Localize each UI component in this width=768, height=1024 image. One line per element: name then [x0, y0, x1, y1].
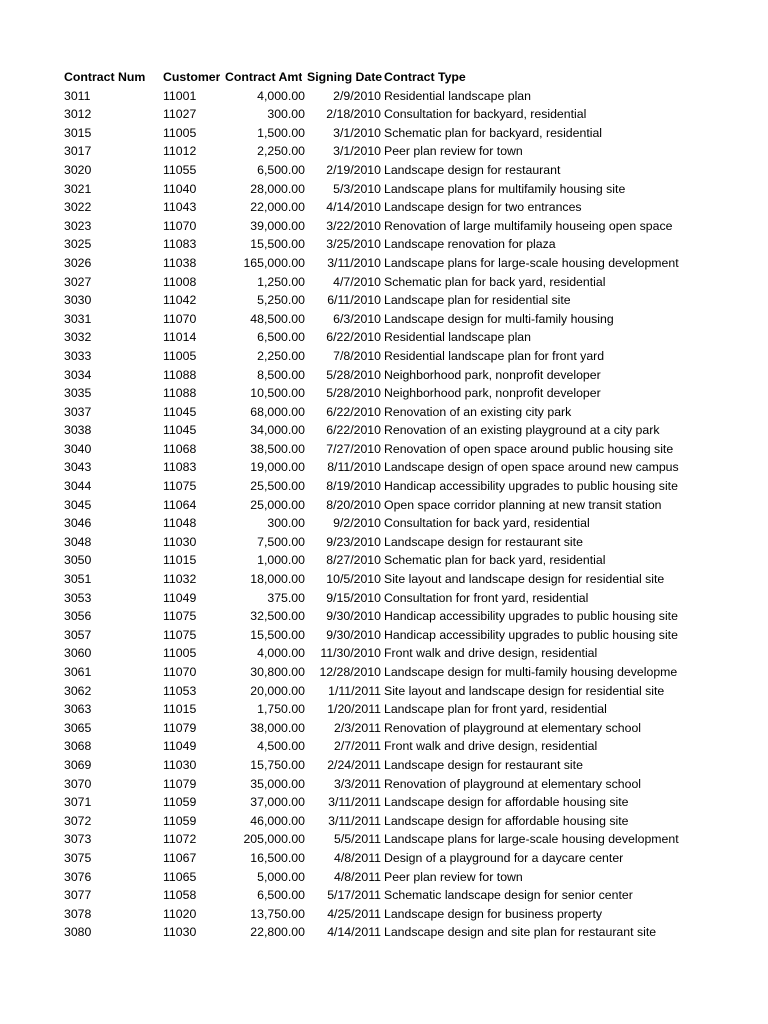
table-row [0, 421, 768, 440]
contract-amt-cell: 1,750.00 [257, 702, 305, 717]
customer-cell: 11049 [163, 739, 197, 754]
customer-cell: 11012 [163, 144, 197, 159]
signing-date-cell: 9/30/2010 [326, 627, 381, 642]
contract-num-cell: 3011 [64, 88, 91, 103]
signing-date-cell: 2/3/2011 [334, 720, 381, 735]
table-row [0, 589, 768, 608]
signing-date-cell: 3/25/2010 [326, 237, 381, 252]
table-row [0, 198, 768, 217]
signing-date-cell: 4/14/2011 [327, 925, 381, 940]
contract-num-cell: 3017 [64, 144, 92, 159]
table-row [0, 384, 768, 403]
customer-cell: 11059 [163, 813, 197, 828]
contract-amt-cell: 20,000.00 [250, 683, 305, 698]
contract-num-cell: 3065 [64, 720, 92, 735]
contract-num-cell: 3033 [64, 348, 92, 363]
signing-date-cell: 5/28/2010 [326, 367, 381, 382]
customer-cell: 11059 [163, 795, 197, 810]
contract-amt-cell: 38,500.00 [250, 441, 305, 456]
contract-amt-cell: 6,500.00 [257, 888, 305, 903]
customer-cell: 11015 [163, 702, 197, 717]
contract-num-cell: 3073 [64, 832, 92, 847]
header-contract-num: Contract Num [64, 70, 146, 84]
signing-date-cell: 3/1/2010 [333, 144, 381, 159]
table-row [0, 328, 768, 347]
contract-type-cell: Landscape design for multi-family housing [384, 311, 614, 326]
contract-type-cell: Landscape plans for multifamily housing site [384, 181, 626, 196]
contract-type-cell: Landscape plans for large-scale housing development [384, 832, 679, 847]
table-row [0, 124, 768, 143]
signing-date-cell: 8/27/2010 [326, 553, 381, 568]
contract-type-cell: Renovation of playground at elementary school [384, 720, 642, 735]
signing-date-cell: 8/19/2010 [326, 479, 381, 494]
contract-num-cell: 3071 [64, 795, 92, 810]
contract-num-cell: 3050 [64, 553, 92, 568]
contract-amt-cell: 15,500.00 [250, 237, 305, 252]
contract-amt-cell: 300.00 [267, 516, 305, 531]
table-row [0, 756, 768, 775]
table-row [0, 291, 768, 310]
signing-date-cell: 7/8/2010 [333, 348, 381, 363]
contract-amt-cell: 300.00 [267, 107, 305, 122]
contract-type-cell: Design of a playground for a daycare center [384, 850, 624, 865]
customer-cell: 11008 [163, 274, 197, 289]
table-row [0, 254, 768, 273]
signing-date-cell: 6/3/2010 [333, 311, 381, 326]
contract-amt-cell: 1,500.00 [257, 125, 305, 140]
contract-type-cell: Handicap accessibility upgrades to public housing site [384, 609, 678, 624]
table-row [0, 663, 768, 682]
contract-num-cell: 3015 [64, 125, 92, 140]
customer-cell: 11083 [163, 460, 197, 475]
customer-cell: 11005 [163, 348, 197, 363]
contract-type-cell: Residential landscape plan for front yard [384, 348, 605, 363]
contract-amt-cell: 375.00 [267, 590, 305, 605]
customer-cell: 11038 [163, 255, 197, 270]
customer-cell: 11040 [163, 181, 197, 196]
table-row [0, 551, 768, 570]
signing-date-cell: 5/17/2011 [327, 888, 381, 903]
customer-cell: 11055 [163, 162, 197, 177]
customer-cell: 11045 [163, 423, 197, 438]
contract-num-cell: 3056 [64, 609, 92, 624]
contract-num-cell: 3061 [64, 665, 92, 679]
contract-amt-cell: 46,000.00 [250, 813, 305, 828]
customer-cell: 11005 [163, 125, 197, 140]
table-row [0, 458, 768, 477]
customer-cell: 11030 [163, 925, 197, 940]
signing-date-cell: 6/11/2010 [327, 293, 381, 308]
customer-cell: 11083 [163, 237, 197, 252]
customer-cell: 11048 [163, 516, 197, 531]
signing-date-cell: 1/20/2011 [327, 702, 381, 717]
signing-date-cell: 3/1/2010 [333, 125, 381, 140]
contract-amt-cell: 5,250.00 [257, 293, 305, 308]
contract-num-cell: 3048 [64, 534, 92, 549]
contract-type-cell: Open space corridor planning at new transit station [384, 497, 662, 512]
contract-amt-cell: 32,500.00 [250, 609, 305, 624]
signing-date-cell: 4/7/2010 [333, 274, 381, 289]
contract-type-cell: Schematic plan for back yard, residential [384, 274, 606, 289]
customer-cell: 11070 [163, 311, 197, 326]
signing-date-cell: 9/30/2010 [326, 609, 381, 624]
customer-cell: 11014 [163, 330, 197, 345]
contract-amt-cell: 18,000.00 [250, 572, 305, 587]
contract-type-cell: Landscape plan for front yard, residential [384, 702, 607, 717]
table-row [0, 217, 768, 236]
table-row [0, 514, 768, 533]
contract-amt-cell: 165,000.00 [243, 255, 305, 270]
table-row [0, 868, 768, 887]
table-row [0, 849, 768, 868]
signing-date-cell: 12/28/2010 [319, 665, 381, 679]
table-row [0, 310, 768, 329]
contract-num-cell: 3035 [64, 386, 92, 401]
contract-amt-cell: 4,000.00 [257, 88, 305, 103]
customer-cell: 11053 [163, 683, 197, 698]
contracts-table [0, 68, 768, 942]
contract-num-cell: 3069 [64, 757, 92, 772]
contract-amt-cell: 205,000.00 [243, 832, 305, 847]
table-row [0, 737, 768, 756]
signing-date-cell: 2/19/2010 [326, 162, 381, 177]
table-row [0, 533, 768, 552]
customer-cell: 11001 [163, 88, 197, 103]
contract-num-cell: 3072 [64, 813, 92, 828]
signing-date-cell: 6/22/2010 [326, 423, 381, 438]
contract-num-cell: 3060 [64, 646, 92, 661]
table-row [0, 440, 768, 459]
customer-cell: 11065 [163, 869, 197, 884]
contract-type-cell: Residential landscape plan [384, 330, 531, 345]
contract-type-cell: Consultation for back yard, residential [384, 516, 590, 531]
contract-num-cell: 3043 [64, 460, 92, 475]
customer-cell: 11049 [163, 590, 197, 605]
table-row [0, 273, 768, 292]
contract-amt-cell: 15,500.00 [250, 627, 305, 642]
contract-num-cell: 3030 [64, 293, 92, 308]
table-row [0, 719, 768, 738]
contract-type-cell: Renovation of an existing city park [384, 404, 572, 419]
signing-date-cell: 2/7/2011 [334, 739, 381, 754]
signing-date-cell: 10/5/2010 [326, 572, 381, 587]
contract-amt-cell: 25,500.00 [250, 479, 305, 494]
header-contract-type: Contract Type [384, 70, 466, 84]
signing-date-cell: 1/11/2011 [328, 683, 381, 698]
contract-type-cell: Renovation of playground at elementary school [384, 776, 642, 791]
contract-amt-cell: 13,750.00 [250, 906, 305, 921]
table-row [0, 570, 768, 589]
contract-type-cell: Peer plan review for town [384, 869, 523, 884]
contract-type-cell: Landscape design for restaurant site [384, 534, 583, 549]
customer-cell: 11070 [163, 218, 197, 233]
table-row [0, 347, 768, 366]
customer-cell: 11030 [163, 534, 197, 549]
contract-num-cell: 3037 [64, 404, 92, 419]
table-body [0, 87, 768, 942]
table-row [0, 830, 768, 849]
table-row [0, 923, 768, 942]
table-row [0, 793, 768, 812]
table-row [0, 403, 768, 422]
contract-num-cell: 3026 [64, 255, 92, 270]
table-row [0, 180, 768, 199]
contract-type-cell: Landscape design for multi-family housing developme [384, 665, 678, 679]
contract-type-cell: Renovation of an existing playground at a city park [384, 423, 660, 438]
contract-amt-cell: 68,000.00 [250, 404, 305, 419]
contract-amt-cell: 15,750.00 [250, 757, 305, 772]
customer-cell: 11072 [163, 832, 197, 847]
table-row [0, 682, 768, 701]
customer-cell: 11079 [163, 776, 197, 791]
contract-amt-cell: 2,250.00 [257, 348, 305, 363]
contract-amt-cell: 8,500.00 [257, 367, 305, 382]
table-header-row [0, 68, 768, 87]
contract-num-cell: 3045 [64, 497, 92, 512]
contract-type-cell: Peer plan review for town [384, 144, 523, 159]
table-row [0, 235, 768, 254]
contract-num-cell: 3023 [64, 218, 92, 233]
customer-cell: 11042 [163, 293, 197, 308]
table-row [0, 644, 768, 663]
table-row [0, 87, 768, 106]
contract-type-cell: Neighborhood park, nonprofit developer [384, 386, 601, 401]
customer-cell: 11075 [163, 479, 197, 494]
contract-type-cell: Landscape design for business property [384, 906, 603, 921]
contract-type-cell: Landscape renovation for plaza [384, 237, 556, 252]
signing-date-cell: 4/14/2010 [326, 200, 381, 215]
contract-num-cell: 3031 [64, 311, 92, 326]
contract-num-cell: 3075 [64, 850, 92, 865]
customer-cell: 11045 [163, 404, 197, 419]
contract-type-cell: Handicap accessibility upgrades to public housing site [384, 627, 678, 642]
contract-num-cell: 3070 [64, 776, 92, 791]
header-customer: Customer [163, 70, 221, 84]
table-row [0, 477, 768, 496]
contract-amt-cell: 10,500.00 [250, 386, 305, 401]
signing-date-cell: 3/11/2010 [327, 255, 381, 270]
contract-amt-cell: 34,000.00 [250, 423, 305, 438]
contract-type-cell: Schematic plan for backyard, residential [384, 125, 603, 140]
contract-amt-cell: 30,800.00 [250, 665, 305, 679]
signing-date-cell: 9/23/2010 [326, 534, 381, 549]
contract-num-cell: 3063 [64, 702, 92, 717]
contract-num-cell: 3040 [64, 441, 92, 456]
signing-date-cell: 6/22/2010 [326, 330, 381, 345]
contract-num-cell: 3077 [64, 888, 92, 903]
contract-type-cell: Landscape design for restaurant [384, 162, 561, 177]
signing-date-cell: 5/3/2010 [333, 181, 381, 196]
customer-cell: 11032 [163, 572, 197, 587]
contract-amt-cell: 2,250.00 [257, 144, 305, 159]
contract-type-cell: Schematic landscape design for senior center [384, 888, 633, 903]
table-row [0, 626, 768, 645]
signing-date-cell: 9/2/2010 [333, 516, 381, 531]
customer-cell: 11027 [163, 107, 197, 122]
contract-amt-cell: 22,800.00 [250, 925, 305, 940]
signing-date-cell: 4/8/2011 [334, 869, 381, 884]
customer-cell: 11043 [163, 200, 197, 215]
contract-num-cell: 3051 [64, 572, 92, 587]
signing-date-cell: 3/3/2011 [334, 776, 381, 791]
contract-num-cell: 3034 [64, 367, 92, 382]
customer-cell: 11075 [163, 609, 197, 624]
contract-type-cell: Consultation for front yard, residential [384, 590, 589, 605]
contract-type-cell: Site layout and landscape design for residential site [384, 572, 665, 587]
signing-date-cell: 4/25/2011 [327, 906, 381, 921]
signing-date-cell: 11/30/2010 [320, 646, 381, 661]
signing-date-cell: 3/11/2011 [328, 795, 381, 810]
table-row [0, 775, 768, 794]
table-row [0, 366, 768, 385]
contract-amt-cell: 6,500.00 [257, 162, 305, 177]
contract-num-cell: 3020 [64, 162, 92, 177]
customer-cell: 11020 [163, 906, 197, 921]
contract-num-cell: 3057 [64, 627, 92, 642]
contract-amt-cell: 4,500.00 [257, 739, 305, 754]
contract-amt-cell: 5,000.00 [257, 869, 305, 884]
customer-cell: 11088 [163, 386, 197, 401]
contract-type-cell: Landscape design for two entrances [384, 200, 582, 215]
contract-num-cell: 3021 [64, 181, 92, 196]
table-row [0, 142, 768, 161]
table-row [0, 700, 768, 719]
table-row [0, 886, 768, 905]
customer-cell: 11058 [163, 888, 197, 903]
signing-date-cell: 4/8/2011 [334, 850, 381, 865]
signing-date-cell: 3/11/2011 [328, 813, 381, 828]
customer-cell: 11067 [163, 850, 197, 865]
contract-amt-cell: 19,000.00 [250, 460, 305, 475]
customer-cell: 11068 [163, 441, 197, 456]
contract-type-cell: Landscape design for affordable housing site [384, 795, 629, 810]
contract-type-cell: Consultation for backyard, residential [384, 107, 587, 122]
signing-date-cell: 2/18/2010 [326, 107, 381, 122]
signing-date-cell: 3/22/2010 [326, 218, 381, 233]
signing-date-cell: 7/27/2010 [326, 441, 381, 456]
contract-type-cell: Renovation of open space around public housing site [384, 441, 674, 456]
signing-date-cell: 2/24/2011 [327, 757, 381, 772]
contract-type-cell: Residential landscape plan [384, 88, 531, 103]
contract-type-cell: Landscape design and site plan for restaurant site [384, 925, 657, 940]
table-row [0, 607, 768, 626]
contract-amt-cell: 22,000.00 [250, 200, 305, 215]
contract-num-cell: 3044 [64, 479, 92, 494]
contract-type-cell: Site layout and landscape design for residential site [384, 683, 665, 698]
contract-num-cell: 3076 [64, 869, 92, 884]
customer-cell: 11079 [163, 720, 197, 735]
customer-cell: 11075 [163, 627, 197, 642]
contract-type-cell: Schematic plan for back yard, residential [384, 553, 606, 568]
contract-type-cell: Renovation of large multifamily houseing open space [384, 218, 673, 233]
contract-amt-cell: 28,000.00 [250, 181, 305, 196]
table-row [0, 905, 768, 924]
contract-type-cell: Landscape design for affordable housing site [384, 813, 629, 828]
contract-num-cell: 3046 [64, 516, 92, 531]
contract-type-cell: Landscape plans for large-scale housing development [384, 255, 679, 270]
customer-cell: 11070 [163, 665, 197, 679]
customer-cell: 11005 [163, 646, 197, 661]
table-row [0, 105, 768, 124]
signing-date-cell: 8/20/2010 [326, 497, 381, 512]
signing-date-cell: 8/11/2010 [327, 460, 381, 475]
contract-amt-cell: 4,000.00 [257, 646, 305, 661]
contract-amt-cell: 38,000.00 [250, 720, 305, 735]
contract-num-cell: 3027 [64, 274, 92, 289]
contract-num-cell: 3068 [64, 739, 92, 754]
table-row [0, 496, 768, 515]
signing-date-cell: 9/15/2010 [326, 590, 381, 605]
signing-date-cell: 6/22/2010 [326, 404, 381, 419]
contract-num-cell: 3080 [64, 925, 92, 940]
contract-num-cell: 3038 [64, 423, 92, 438]
contract-num-cell: 3053 [64, 590, 92, 605]
contract-type-cell: Neighborhood park, nonprofit developer [384, 367, 601, 382]
contract-amt-cell: 25,000.00 [250, 497, 305, 512]
header-contract-amt: Contract Amt [225, 70, 303, 84]
contract-amt-cell: 16,500.00 [250, 850, 305, 865]
table-row [0, 812, 768, 831]
contract-num-cell: 3022 [64, 200, 92, 215]
contract-type-cell: Front walk and drive design, residential [384, 739, 598, 754]
customer-cell: 11015 [163, 553, 197, 568]
contract-amt-cell: 48,500.00 [250, 311, 305, 326]
contract-type-cell: Landscape design of open space around new campus [384, 460, 679, 475]
contract-type-cell: Front walk and drive design, residential [384, 646, 598, 661]
contract-amt-cell: 35,000.00 [250, 776, 305, 791]
signing-date-cell: 2/9/2010 [333, 88, 381, 103]
contract-amt-cell: 7,500.00 [257, 534, 305, 549]
signing-date-cell: 5/28/2010 [326, 386, 381, 401]
signing-date-cell: 5/5/2011 [334, 832, 381, 847]
contract-amt-cell: 1,000.00 [257, 553, 305, 568]
contract-num-cell: 3062 [64, 683, 92, 698]
contract-amt-cell: 39,000.00 [250, 218, 305, 233]
customer-cell: 11088 [163, 367, 197, 382]
table-row [0, 161, 768, 180]
customer-cell: 11064 [163, 497, 197, 512]
contract-amt-cell: 37,000.00 [250, 795, 305, 810]
contract-num-cell: 3078 [64, 906, 92, 921]
customer-cell: 11030 [163, 757, 197, 772]
contract-amt-cell: 1,250.00 [257, 274, 305, 289]
contract-num-cell: 3012 [64, 107, 92, 122]
contract-num-cell: 3032 [64, 330, 92, 345]
contract-type-cell: Handicap accessibility upgrades to public housing site [384, 479, 678, 494]
contract-type-cell: Landscape plan for residential site [384, 293, 571, 308]
header-signing-date: Signing Date [307, 70, 383, 84]
contract-type-cell: Landscape design for restaurant site [384, 757, 583, 772]
contract-amt-cell: 6,500.00 [257, 330, 305, 345]
contract-num-cell: 3025 [64, 237, 92, 252]
